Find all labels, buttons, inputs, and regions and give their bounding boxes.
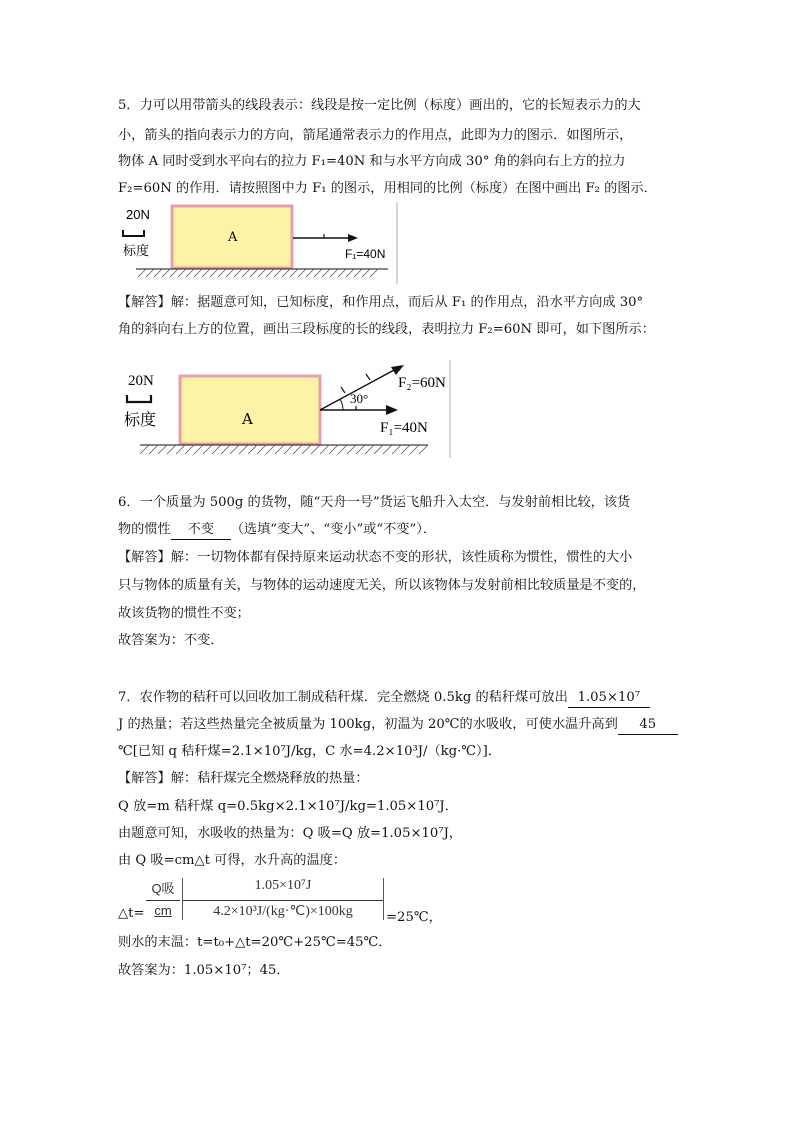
q5-line-4: F₂=60N 的作用．请按照图中力 F₁ 的图示，用相同的比例（标度）在图中画出 F₂ 的图示．: [118, 181, 657, 196]
q6-line-2-pre: 物的惯性: [118, 522, 171, 537]
q6-answer-line-3: 故该货物的惯性不变；: [118, 606, 250, 621]
q6-line-1: 6．一个质量为 500g 的货物，随“天舟一号”货运飞船升入太空．与发射前相比较，该货: [118, 495, 631, 510]
q6-line-2-post: （选填“变大”、“变小”或“不变”）．: [230, 522, 437, 537]
q7-line-2-pre: J 的热量；若这些热量完全被质量为 100kg，初温为 20℃的水吸收，可使水温升高到: [118, 717, 618, 732]
scale-word-label: 标度: [124, 410, 157, 429]
q7-answer-line: 【解答】解：秸秆煤完全燃烧释放的热量：: [118, 771, 369, 786]
f2-arrowhead: [391, 365, 404, 375]
f1-arrowhead: [386, 405, 398, 415]
q6-answer-line-1: 【解答】解：一切物体都有保持原来运动状态不变的形状，该性质称为惯性，惯性的大小: [118, 550, 633, 565]
q7-line-2: [118, 716, 678, 735]
q6-answer-blank: 不变: [171, 521, 231, 540]
block-a-label: A: [228, 230, 238, 245]
q7-line-1: [118, 689, 650, 708]
q7-fraction-formula: [118, 876, 458, 924]
q6-answer-line-4: 故答案为：不变．: [118, 633, 224, 648]
f2-tick-1: [341, 387, 345, 393]
q7-calc-2: 由题意可知，水吸收的热量为：Q 吸=Q 放=1.05×10⁷J，: [118, 826, 463, 841]
angle-arc: [340, 399, 343, 410]
scale-bar: [123, 230, 144, 236]
f1-label: F₁=40N: [345, 247, 386, 261]
angle-label: 30°: [350, 391, 369, 406]
force-diagram-1: [118, 200, 403, 286]
fraction-2-numerator: 1.05×10⁷J: [183, 878, 383, 901]
fraction-2-denominator: 4.2×10³J/(kg·℃)×100kg: [213, 904, 353, 919]
scale-word-label: 标度: [123, 244, 150, 259]
fraction-2: [182, 878, 384, 920]
q7-line-3: ℃[已知 q 秸秆煤=2.1×10⁷J/kg，C 水=4.2×10³J/（kg·℃）]．: [118, 744, 501, 759]
f1-arrowhead: [348, 234, 358, 242]
q6-answer-line-2: 只与物体的质量有关，与物体的运动速度无关，所以该物体与发射前相比较质量是不变的，: [118, 578, 646, 593]
q6-line-2: [118, 521, 436, 540]
q7-calc-1: Q 放=m 秸秆煤 q=0.5kg×2.1×10⁷J/kg=1.05×10⁷J．: [118, 799, 458, 814]
delta-t-result: =25℃，: [386, 910, 442, 925]
q7-answer-blank-2: 45: [618, 716, 678, 735]
f2-tick-2: [366, 374, 370, 380]
fraction-1-denominator: cm: [154, 903, 172, 918]
q7-calc-3: 由 Q 吸=cm△t 可得，水升高的温度：: [118, 853, 347, 868]
q5-answer-line-2: 角的斜向右上方的位置，画出三段标度的长的线段，表明拉力 F₂=60N 即可，如下图所示：: [118, 322, 655, 337]
q5-line-2: 小，箭头的指向表示力的方向，箭尾通常表示力的作用点，此即为力的图示．如图所示，: [118, 128, 633, 143]
ground-hatch: [140, 445, 428, 454]
ground-hatch: [138, 269, 378, 277]
q7-answer-blank-1: 1.05×10⁷: [568, 689, 650, 708]
scale-bar: [127, 395, 151, 402]
q5-line-3: 物体 A 同时受到水平向右的拉力 F₁=40N 和与水平方向成 30° 角的斜向右上方的拉力: [118, 154, 626, 169]
q5-line-1: 5．力可以用带箭头的线段表示：线段是按一定比例（标度）画出的，它的长短表示力的大: [118, 98, 641, 113]
scale-value-label: 20N: [128, 373, 154, 389]
q7-calc-4: 则水的末温：t=t₀+△t=20℃+25℃=45℃．: [118, 935, 392, 950]
q7-final-answer: 故答案为：1.05×10⁷；45．: [118, 963, 290, 978]
delta-t-lhs: △t=: [118, 906, 145, 921]
block-a-label: A: [242, 410, 253, 428]
fraction-1: [146, 878, 180, 918]
scale-value-label: 20N: [126, 207, 150, 222]
q5-answer-line-1: 【解答】解：据题意可知，已知标度，和作用点，而后从 F₁ 的作用点，沿水平方向成 30°: [118, 295, 644, 310]
f1-label: F₁=40N: [380, 420, 428, 436]
f2-label: F₂=60N: [398, 375, 446, 391]
force-diagram-2: [118, 360, 458, 460]
q7-line-1-pre: 7．农作物的秸秆可以回收加工制成秸秆煤．完全燃烧 0.5kg 的秸秆煤可放出: [118, 690, 568, 705]
fraction-1-numerator: Q吸: [146, 878, 180, 901]
